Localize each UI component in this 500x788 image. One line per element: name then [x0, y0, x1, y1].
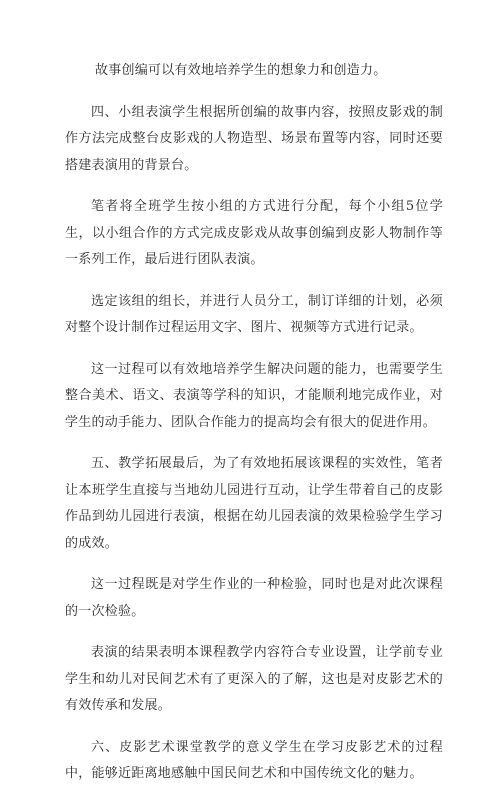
paragraph: 选定该组的组长，并进行人员分工，制订详细的计划，必须对整个设计制作过程运用文字、图片、视频等方式进行记录。: [65, 293, 443, 335]
paragraph: 这一过程可以有效地培养学生解决问题的能力，也需要学生整合美术、语文、表演等学科的知识，才能顺利地完成作业，对学生的动手能力、团队合作能力的提高均会有很大的促进作用。: [65, 361, 443, 430]
paragraph: 故事创编可以有效地培养学生的想象力和创造力。: [95, 63, 387, 78]
paragraph: 表演的结果表明本课程教学内容符合专业设置，让学前专业学生和幼儿对民间艺术有了更深入的了解，这也是对皮影艺术的有效传承和发展。: [65, 645, 443, 713]
paragraph: 六、皮影艺术课堂教学的意义学生在学习皮影艺术的过程中，能够近距离地感触中国民间艺术和中国传统文化的魅力。: [65, 739, 443, 781]
paragraph: 这一过程既是对学生作业的一种检验，同时也是对此次课程的一次检验。: [65, 577, 443, 619]
paragraph: 四、小组表演学生根据所创编的故事内容，按照皮影戏的制作方法完成整台皮影戏的人物造型、场景布置等内容，同时还要搭建表演用的背景台。: [65, 104, 443, 173]
paragraph: 五、教学拓展最后，为了有效地拓展该课程的实效性，笔者让本班学生直接与当地幼儿园进行互动，让学生带着自己的皮影作品到幼儿园进行表演，根据在幼儿园表演的效果检验学生学习的成效。: [65, 456, 443, 551]
paragraph: 笔者将全班学生按小组的方式进行分配，每个小组5位学生，以小组合作的方式完成皮影戏从故事创编到皮影人物制作等一系列工作，最后进行团队表演。: [65, 199, 443, 267]
